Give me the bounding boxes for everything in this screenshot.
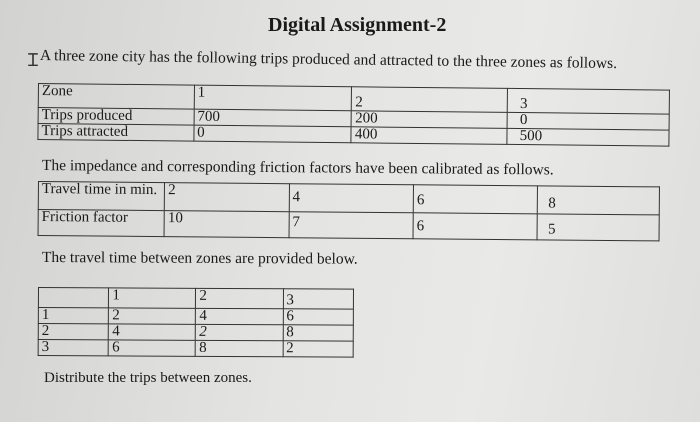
table-cell: 10 (164, 211, 289, 238)
table-cell: 200 (352, 111, 508, 129)
table-row (38, 324, 353, 342)
table-cell: 8 (538, 186, 660, 215)
friction-table (38, 181, 660, 241)
table-cell: 4 (289, 184, 414, 213)
table-cell: 6 (283, 309, 354, 325)
table-cell: 2 (164, 183, 289, 212)
instruction-text: Distribute the trips between zones. (44, 370, 252, 386)
intro-text: A three zone city has the following trips produced and attracted to the three zones as follows. (39, 47, 618, 73)
impedance-text: The impedance and corresponding friction factors have been calibrated as follows. (41, 157, 554, 179)
table-cell: 3 (283, 289, 354, 309)
trips-table (37, 83, 670, 147)
table-cell: 0 (507, 112, 669, 130)
table-cell: 6 (109, 340, 196, 356)
table-cell: 5 (537, 214, 659, 241)
travel-time-matrix (38, 287, 354, 358)
table-row (38, 210, 659, 241)
table-cell: 6 (413, 185, 538, 214)
table-cell: 500 (507, 128, 669, 146)
table-cell: 2 (196, 324, 283, 340)
table-cell (38, 288, 109, 308)
table-cell: 3 (38, 340, 109, 356)
table-cell: 2 (352, 87, 508, 113)
table-row (38, 308, 353, 326)
table-cell: Travel time in min. (38, 182, 164, 211)
table-cell: 1 (38, 308, 109, 324)
table-cell: 700 (194, 109, 352, 127)
travel-time-text: The travel time between zones are provided below. (41, 249, 358, 268)
assignment-title: Digital Assignment-2 (268, 14, 447, 36)
table-cell: 4 (109, 324, 196, 340)
table-cell: 1 (109, 288, 196, 308)
text-cursor-icon: Ɪ (28, 50, 39, 70)
table-cell: 1 (194, 85, 352, 111)
table-cell: Trips attracted (38, 124, 194, 142)
table-cell: Friction factor (38, 210, 164, 237)
table-cell: 2 (38, 324, 109, 340)
table-row (38, 288, 353, 310)
table-cell: 400 (351, 127, 507, 145)
table-cell: 6 (413, 213, 538, 240)
table-cell: 2 (283, 341, 354, 357)
table-cell: 2 (196, 288, 283, 308)
table-cell: 4 (196, 308, 283, 324)
table-cell: 0 (194, 125, 352, 143)
table-row (38, 340, 353, 358)
table-cell: 7 (289, 212, 414, 239)
table-cell: 2 (109, 308, 196, 324)
table-cell: Trips produced (38, 108, 194, 126)
table-cell: 8 (283, 325, 354, 341)
table-cell: 8 (196, 340, 283, 356)
table-cell: 3 (507, 88, 669, 114)
table-cell: Zone (38, 84, 194, 110)
